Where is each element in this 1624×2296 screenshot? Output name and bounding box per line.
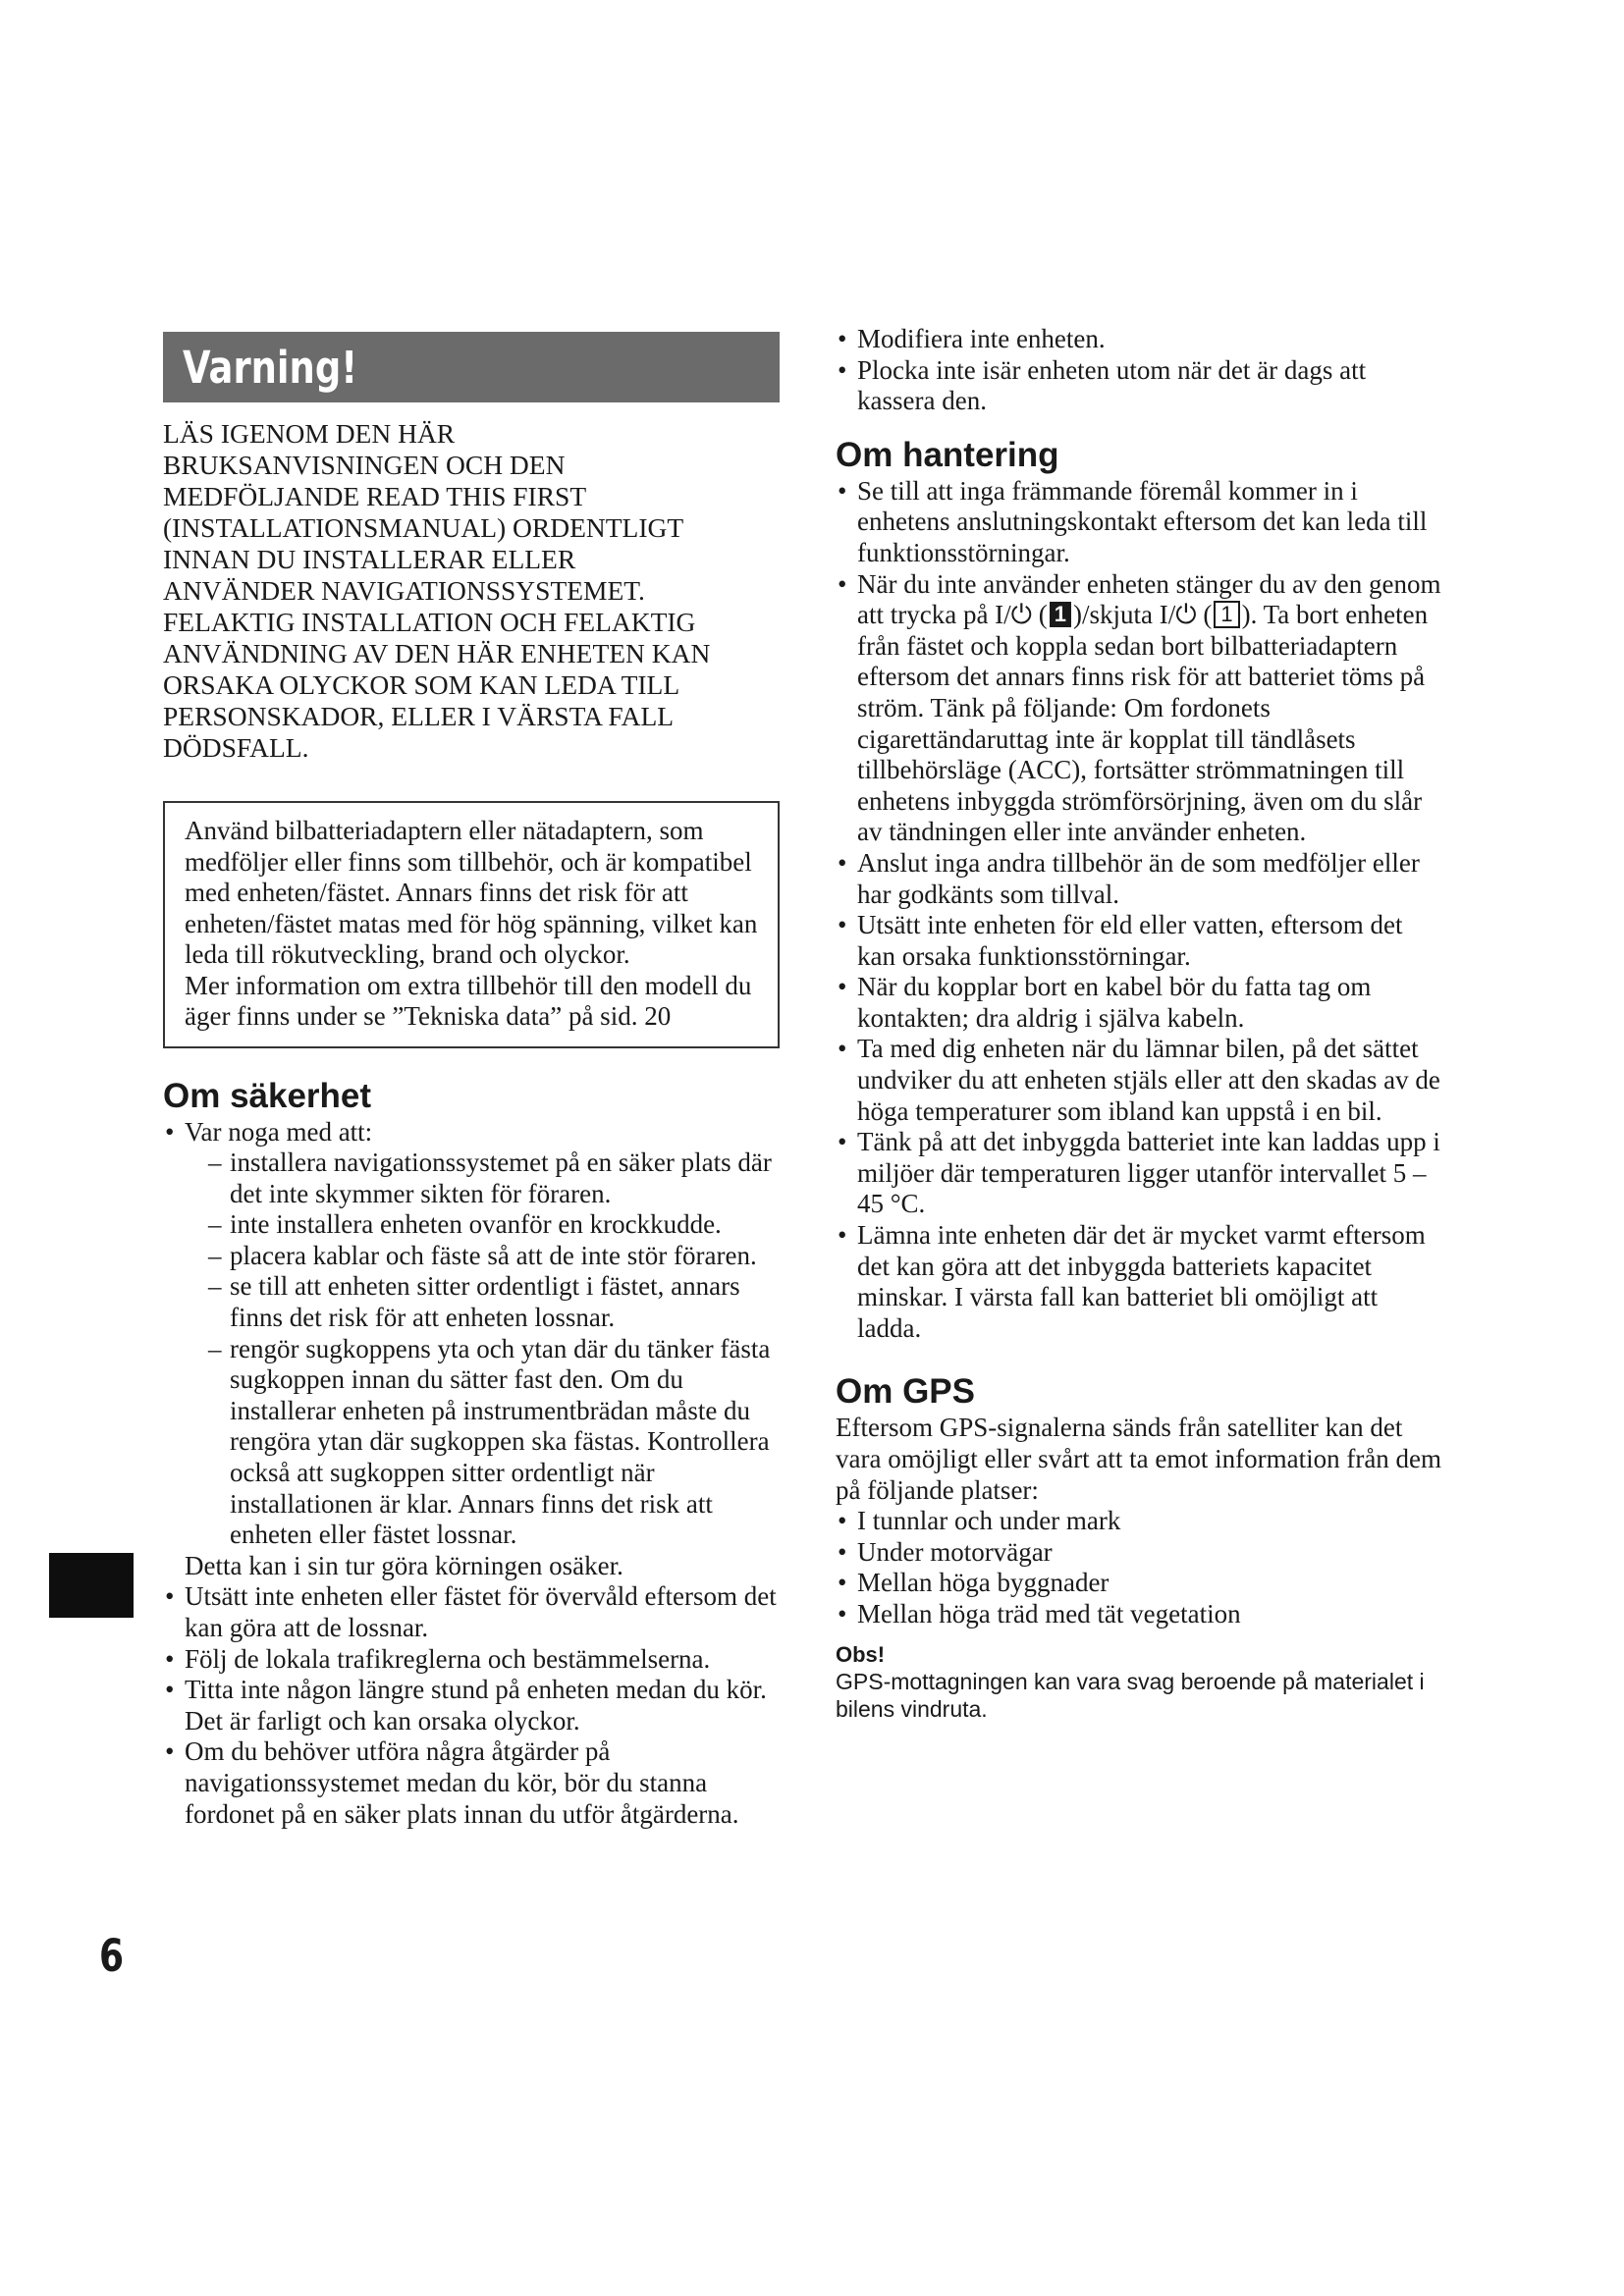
- notice-paragraph-2: Mer information om extra tillbehör till den modell du äger finns under se ”Tekniska data” på sid. 20: [185, 970, 752, 1031]
- button-key-outline-icon: 1: [1214, 601, 1239, 628]
- note-text: GPS-mottagningen kan vara svag beroende på materialet i bilens vindruta.: [836, 1668, 1425, 1722]
- list-item: • Utsätt inte enheten eller fästet för övervåld eftersom det kan göra att de lossnar.: [163, 1581, 780, 1643]
- list-item: – se till att enheten sitter ordentligt i fästet, annars finns det risk för att enheten lossnar.: [208, 1271, 780, 1333]
- paragraph: Detta kan i sin tur göra körningen osäker.: [185, 1550, 623, 1580]
- list-item: • Titta inte någon längre stund på enheten medan du kör. Det är farligt och kan orsaka olyckor.: [163, 1675, 780, 1736]
- section-om-hantering: [836, 435, 1444, 1345]
- list-item: • När du kopplar bort en kabel bör du fatta tag om kontakten; dra aldrig i själva kabeln.: [836, 972, 1444, 1034]
- notice-box: [163, 801, 780, 1048]
- left-column: [163, 332, 780, 1830]
- list-item: • När du inte använder enheten stänger du av den genom att trycka på I/⏻ ( 1 )/skjuta I/⏻ ( 1 ). Ta bort enheten från fästet och koppla sedan bort bilbatteriadaptern eftersom det annars finns risk för att batteriet töms på ström. Tänk på följande: Om fordonets cigarettändaruttag inte är kopplat till tändlåsets tillbehörsläge (ACC), fortsätter strömmatningen till enhetens inbyggda strömförsörjning, även om du slår av tändningen eller inte använder enheten.: [836, 569, 1444, 848]
- list-item: • Anslut inga andra tillbehör än de som medföljer eller har godkänts som tillval.: [836, 848, 1444, 910]
- list-item: – inte installera enheten ovanför en krockkudde.: [208, 1209, 780, 1241]
- section-om-sakerhet: [163, 1076, 780, 1831]
- list-item: • Lämna inte enheten där det är mycket varmt eftersom det kan göra att det inbyggda batteriets kapacitet minskar. I värsta fall kan batteriet bli omöjligt att ladda.: [836, 1220, 1444, 1344]
- warning-title: Varning!: [183, 341, 358, 394]
- section-heading: Om hantering: [836, 435, 1059, 474]
- list-item: • Se till att inga främmande föremål kommer in i enhetens anslutningskontakt eftersom det kan leda till funktionsstörningar.: [836, 476, 1444, 569]
- list-item: • Om du behöver utföra några åtgärder på navigationssystemet medan du kör, bör du stanna fordonet på en säker plats innan du utför åtgärderna.: [163, 1736, 780, 1830]
- button-key-filled-icon: 1: [1050, 602, 1071, 627]
- list-item: • Utsätt inte enheten för eld eller vatten, eftersom det kan orsaka funktionsstörningar.: [836, 910, 1444, 972]
- list-item: – placera kablar och fäste så att de inte stör föraren.: [208, 1241, 780, 1272]
- section-tab-marker: [49, 1553, 134, 1618]
- warning-banner: [163, 332, 780, 402]
- section-om-gps: [836, 1371, 1444, 1722]
- list-item: • Modifiera inte enheten.: [836, 324, 1444, 355]
- list-item: – rengör sugkoppens yta och ytan där du tänker fästa sugkoppen innan du sätter fast den. Om du installerar enheten på instrumentbrädan måste du rengöra ytan där sugkoppen ska fästas. Kontrollera också att sugkoppen sitter ordentligt när installationen är klar. Annars finns det risk att enheten eller fästet lossnar.: [208, 1334, 780, 1551]
- notice-paragraph-1: Använd bilbatteriadaptern eller nätadaptern, som medföljer eller finns som tillbehör, och är kompatibel med enheten/fästet. Annars finns det risk för att enheten/fästet matas med för hög spänning, vilket kan leda till rökutveckling, brand och olyckor.: [185, 816, 758, 969]
- list-item: • Ta med dig enheten när du lämnar bilen, på det sättet undviker du att enheten stjäls eller att den skadas av de höga temperaturer som ibland kan uppstå i en bil.: [836, 1034, 1444, 1127]
- list-item: • Under motorvägar: [836, 1537, 1444, 1569]
- list-item: • Mellan höga byggnader: [836, 1568, 1444, 1599]
- list-item: • Följ de lokala trafikreglerna och bestämmelserna.: [163, 1644, 780, 1676]
- paragraph: Eftersom GPS-signalerna sänds från satelliter kan det vara omöjligt eller svårt att ta emot information från dem på följande platser:: [836, 1413, 1442, 1505]
- list-item: • Var noga med att: – installera navigationssystemet på en säker plats där det inte skymmer sikten för föraren. – inte installera enheten ovanför en krockkudde. – placera kablar och fäste så att de inte stör föraren. – se till att enheten sitter ordentligt i fästet, annars finns det risk för att enheten lossnar. – rengör sugkoppens yta och ytan där du tänker fästa sugkoppen innan du sätter fast den. Om du installerar enheten på instrumentbrädan måste du rengöra ytan där sugkoppen ska fästas. Kontrollera också att sugkoppen sitter ordentligt när installationen är klar. Annars finns det risk att enheten eller fästet lossnar. Detta kan i sin tur göra körningen osäker.: [163, 1117, 780, 1582]
- note-heading: Obs!: [836, 1641, 886, 1667]
- list-item: • Mellan höga träd med tät vegetation: [836, 1599, 1444, 1630]
- list-item: • Tänk på att det inbyggda batteriet inte kan laddas upp i miljöer där temperaturen ligger utanför intervallet 5 – 45 °C.: [836, 1127, 1444, 1220]
- top-bullets: [836, 324, 1444, 417]
- right-column: [836, 324, 1444, 1723]
- list-item: – installera navigationssystemet på en säker plats där det inte skymmer sikten för föraren.: [208, 1148, 780, 1209]
- list-item: • Plocka inte isär enheten utom när det är dags att kassera den.: [836, 355, 1444, 417]
- warning-caps-text: LÄS IGENOM DEN HÄR BRUKSANVISNINGEN OCH DEN MEDFÖLJANDE READ THIS FIRST (INSTALLATIONSMANUAL) ORDENTLIGT INNAN DU INSTALLERAR ELLER ANVÄNDER NAVIGATIONSSYSTEMET. FELAKTIG INSTALLATION OCH FELAKTIG ANVÄNDNING AV DEN HÄR ENHETEN KAN ORSAKA OLYCKOR SOM KAN LEDA TILL PERSONSKADOR, ELLER I VÄRSTA FALL DÖDSFALL.: [163, 418, 711, 763]
- list-item: • I tunnlar och under mark: [836, 1506, 1444, 1537]
- section-heading: Om GPS: [836, 1372, 975, 1412]
- page-number: 6: [99, 1930, 125, 1982]
- section-heading: Om säkerhet: [163, 1076, 372, 1115]
